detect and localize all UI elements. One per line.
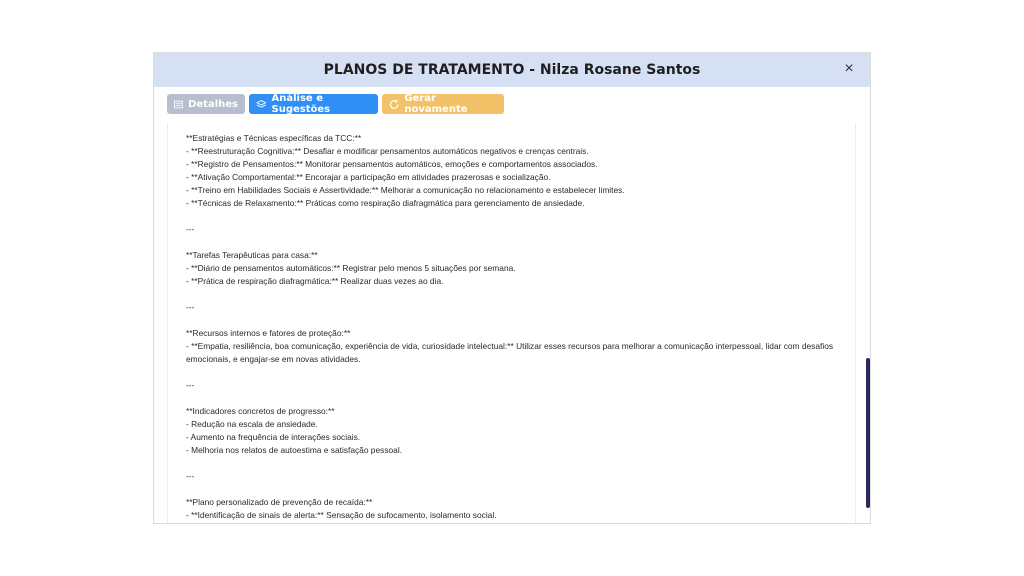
text-line: - **Prática de respiração diafragmática:** Realizar duas vezes ao dia. bbox=[186, 276, 444, 286]
separator: --- bbox=[186, 302, 195, 312]
text-line: - Redução na escala de ansiedade. bbox=[186, 419, 318, 429]
text-line: **Plano personalizado de prevenção de recaída:** bbox=[186, 497, 373, 507]
text-line: **Indicadores concretos de progresso:** bbox=[186, 406, 335, 416]
list-icon bbox=[174, 100, 183, 109]
text-line: **Recursos internos e fatores de proteção:** bbox=[186, 328, 351, 338]
plan-content[interactable] bbox=[167, 123, 856, 524]
close-icon[interactable]: × bbox=[844, 60, 854, 77]
text-line: **Estratégias e Técnicas específicas da TCC:** bbox=[186, 133, 362, 143]
text-line bbox=[186, 236, 855, 249]
text-line: - **Registro de Pensamentos:** Monitorar pensamentos automáticos, emoções e comportamentos associados. bbox=[186, 159, 598, 169]
details-button[interactable] bbox=[167, 94, 245, 114]
text-line bbox=[186, 288, 855, 301]
scrollbar[interactable] bbox=[866, 358, 870, 508]
separator: --- bbox=[186, 471, 195, 481]
text-line bbox=[186, 314, 855, 327]
text-line: - **Identificação de sinais de alerta:** Sensação de sufocamento, isolamento social. bbox=[186, 510, 497, 520]
analysis-label: Análise e Sugestões bbox=[271, 93, 331, 115]
treatment-plan-modal bbox=[153, 52, 871, 524]
text-line: **Tarefas Terapêuticas para casa:** bbox=[186, 250, 318, 260]
text-line: - **Treino em Habilidades Sociais e Assertividade:** Melhorar a comunicação no relacionamento e estabelecer limites. bbox=[186, 185, 625, 195]
modal-title: PLANOS DE TRATAMENTO - Nilza Rosane Santos bbox=[323, 62, 701, 78]
text-line bbox=[186, 392, 855, 405]
toolbar bbox=[167, 94, 504, 114]
text-line: - **Técnicas de Relaxamento:** Práticas como respiração diafragmática para gerenciamento de ansiedade. bbox=[186, 198, 585, 208]
refresh-icon bbox=[389, 99, 399, 110]
text-line: - **Diário de pensamentos automáticos:** Registrar pelo menos 5 situações por semana. bbox=[186, 263, 516, 273]
regenerate-label: Gerar novamente bbox=[404, 93, 468, 115]
separator: --- bbox=[186, 224, 195, 234]
text-line bbox=[186, 483, 855, 496]
text-line bbox=[186, 366, 855, 379]
regenerate-button[interactable] bbox=[382, 94, 504, 114]
plan-text bbox=[168, 123, 855, 522]
text-line: - **Empatia, resiliência, boa comunicação, experiência de vida, curiosidade intelectual:** Utilizar esses recursos para melhorar a comunicação interpessoal, lidar com desafios emocionais, e engajar-se em novas atividades. bbox=[186, 341, 834, 364]
details-label: Detalhes bbox=[188, 98, 238, 110]
layers-icon bbox=[256, 99, 267, 110]
text-line: - **Reestruturação Cognitiva:** Desafiar e modificar pensamentos automáticos negativos e crenças centrais. bbox=[186, 146, 589, 156]
text-line bbox=[186, 210, 855, 223]
text-line: - Aumento na frequência de interações sociais. bbox=[186, 432, 361, 442]
separator: --- bbox=[186, 380, 195, 390]
text-line bbox=[186, 457, 855, 470]
modal-header bbox=[154, 53, 870, 87]
text-line: - **Ativação Comportamental:** Encorajar a participação em atividades prazerosas e socialização. bbox=[186, 172, 551, 182]
text-line: - Melhoria nos relatos de autoestima e satisfação pessoal. bbox=[186, 445, 403, 455]
analysis-suggestions-button[interactable] bbox=[249, 94, 378, 114]
